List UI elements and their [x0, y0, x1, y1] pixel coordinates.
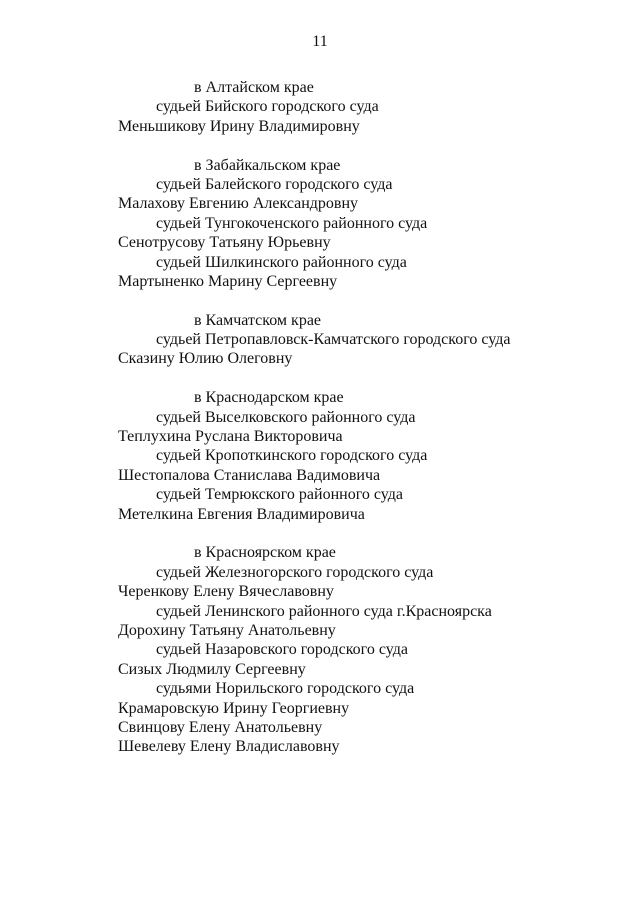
region-heading: в Алтайском крае: [194, 79, 314, 96]
court-line: судьей Балейского городского суда: [156, 175, 393, 193]
judge-name: Дорохину Татьяну Анатольевну: [118, 621, 336, 639]
judge-name: Сенотрусову Татьяну Юрьевну: [118, 234, 331, 252]
region-heading: в Камчатском крае: [194, 311, 322, 329]
region-heading: в Краснодарском крае: [194, 389, 344, 407]
region-section-altai: [0, 78, 640, 136]
section-spacer: [0, 369, 640, 388]
court-line: судьями Норильского городского суда: [156, 680, 415, 698]
court-line: судьей Выселковского районного суда: [156, 408, 416, 426]
judge-name: Метелкина Евгения Владимировича: [118, 505, 365, 523]
judge-name: Теплухина Руслана Викторовича: [118, 428, 343, 446]
page-number: 11: [312, 33, 328, 50]
judge-name: Шестопалова Станислава Вадимовича: [118, 466, 381, 484]
court-line: судьей Бийского городского суда: [156, 98, 379, 116]
judge-name: Малахову Евгению Александровну: [118, 195, 359, 213]
judge-name: Сказину Юлию Олеговну: [118, 350, 293, 368]
region-section-kamchatka: [0, 311, 640, 369]
judge-name: Мартыненко Марину Сергеевну: [118, 272, 338, 290]
court-line: судьей Петропавловск-Камчатского городского суда: [156, 331, 511, 349]
region-section-krasnodar: [0, 388, 640, 524]
region-heading: в Красноярском крае: [194, 544, 336, 562]
court-line: судьей Железногорского городского суда: [156, 563, 434, 581]
judge-name: Шевелеву Елену Владиславовну: [118, 738, 340, 756]
region-section-krasnoyarsk: [0, 543, 640, 756]
judge-name: Свинцову Елену Анатольевну: [118, 718, 323, 736]
section-spacer: [0, 524, 640, 543]
section-spacer: [0, 136, 640, 155]
court-line: судьей Ленинского районного суда г.Красноярска: [156, 602, 492, 620]
court-line: судьей Шилкинского районного суда: [156, 253, 407, 271]
section-spacer: [0, 291, 640, 310]
judge-name: Меньшикову Ирину Владимировну: [118, 117, 360, 135]
court-line: судьей Назаровского городского суда: [156, 641, 408, 659]
region-heading: в Забайкальском крае: [194, 156, 341, 174]
appointments-list: [0, 78, 640, 757]
judge-name: Черенкову Елену Вячеславовну: [118, 583, 334, 601]
court-line: судьей Темрюкского районного суда: [156, 486, 404, 504]
judge-name: Крамаровскую Ирину Георгиевну: [118, 699, 350, 717]
judge-name: Сизых Людмилу Сергеевну: [118, 660, 306, 678]
court-line: судьей Кропоткинского городского суда: [156, 447, 428, 465]
region-section-zabaikalsky: [0, 156, 640, 292]
court-line: судьей Тунгокоченского районного суда: [156, 214, 428, 232]
